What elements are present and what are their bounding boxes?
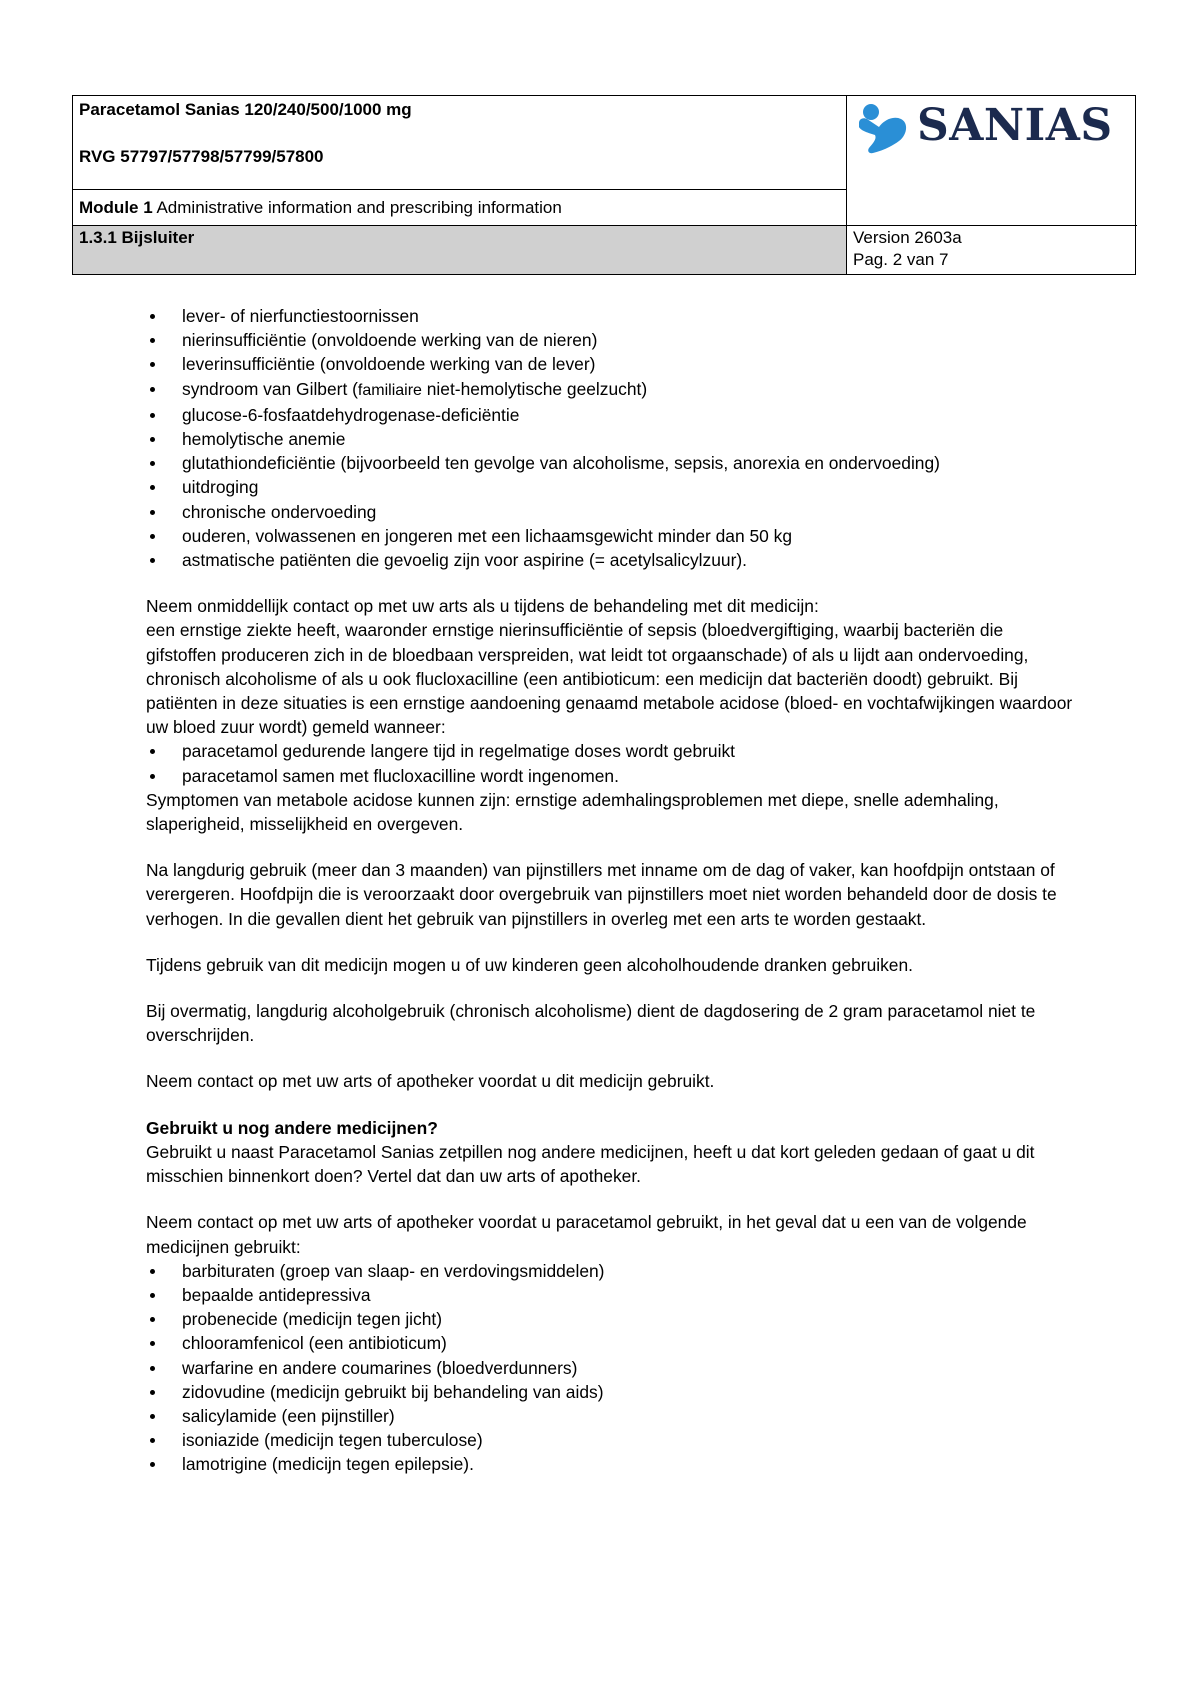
list-item: barbituraten (groep van slaap- en verdovingsmiddelen) bbox=[146, 1259, 1076, 1283]
paragraph-metabolic-acidosis: een ernstige ziekte heeft, waaronder ernstige nierinsufficiëntie of sepsis (bloedvergiftiging, waarbij bacteriën die gifstoffen produceren zich in de bloedbaan verspreiden, wat leidt tot orgaanschade) of als u lijdt aan ondervoeding, chronisch alcoholisme of als u ook flucloxacilline (een antibioticum: een medicijn dat bacteriën doodt) gebruikt. Bij patiënten in deze situaties is een ernstige aandoening genaamd metabole acidose (bloed- en vochtafwijkingen waardoor uw bloed zuur wordt) gemeld wanneer: bbox=[146, 620, 1073, 738]
sanias-logo-icon bbox=[855, 101, 911, 157]
module-text: Administrative information and prescribing information bbox=[156, 198, 562, 217]
list-item: lever- of nierfunctiestoornissen bbox=[146, 304, 1076, 328]
list-item: paracetamol gedurende langere tijd in regelmatige doses wordt gebruikt bbox=[146, 739, 1076, 763]
page-number: Pag. 2 van 7 bbox=[853, 250, 949, 269]
list-item: uitdroging bbox=[146, 475, 1076, 499]
gilbert-text-word: familiaire bbox=[357, 381, 422, 399]
list-item: astmatische patiënten die gevoelig zijn voor aspirine (= acetylsalicylzuur). bbox=[146, 548, 1076, 572]
list-item: zidovudine (medicijn gebruikt bij behandeling van aids) bbox=[146, 1380, 1076, 1404]
header-title-cell bbox=[73, 96, 847, 190]
version-label: Version 2603a bbox=[853, 228, 962, 247]
header-section-cell bbox=[73, 226, 847, 274]
list-item: chronische ondervoeding bbox=[146, 500, 1076, 524]
list-item: hemolytische anemie bbox=[146, 427, 1076, 451]
paragraph-alcohol-dosage: Bij overmatig, langdurig alcoholgebruik (chronisch alcoholisme) dient de dagdosering de 2 gram paracetamol niet te overschrijden. bbox=[146, 1001, 1036, 1046]
list-item: glutathiondeficiëntie (bijvoorbeeld ten gevolge van alcoholisme, sepsis, anorexia en ondervoeding) bbox=[146, 451, 1076, 475]
list-item: isoniazide (medicijn tegen tuberculose) bbox=[146, 1428, 1076, 1452]
paragraph-alcohol-children: Tijdens gebruik van dit medicijn mogen u of uw kinderen geen alcoholhoudende dranken gebruiken. bbox=[146, 954, 913, 975]
heading-other-medicines: Gebruikt u nog andere medicijnen? bbox=[146, 1117, 438, 1138]
rvg-number: RVG 57797/57798/57799/57800 bbox=[79, 147, 324, 166]
header-logo-cell bbox=[847, 96, 1137, 226]
document-header-table bbox=[72, 95, 1136, 275]
list-item: bepaalde antidepressiva bbox=[146, 1283, 1076, 1307]
acidosis-list bbox=[146, 739, 1076, 787]
list-item: ouderen, volwassenen en jongeren met een lichaamsgewicht minder dan 50 kg bbox=[146, 524, 1076, 548]
list-item: leverinsufficiëntie (onvoldoende werking van de lever) bbox=[146, 352, 1076, 376]
list-item: salicylamide (een pijnstiller) bbox=[146, 1404, 1076, 1428]
module-line bbox=[79, 198, 562, 218]
leaflet-content bbox=[146, 304, 1076, 1477]
list-item bbox=[146, 377, 1076, 403]
risk-list bbox=[146, 304, 1076, 572]
paragraph-symptoms: Symptomen van metabole acidose kunnen zijn: ernstige ademhalingsproblemen met diepe, snelle ademhaling, slaperigheid, misselijkheid en overgeven. bbox=[146, 789, 999, 835]
list-item: warfarine en andere coumarines (bloedverdunners) bbox=[146, 1356, 1076, 1380]
interaction-list bbox=[146, 1259, 1076, 1477]
header-version-cell bbox=[847, 226, 1137, 274]
header-module-cell bbox=[73, 190, 847, 226]
list-item: glucose-6-fosfaatdehydrogenase-deficiëntie bbox=[146, 403, 1076, 427]
gilbert-text-end: niet-hemolytische geelzucht) bbox=[421, 378, 648, 399]
list-item: probenecide (medicijn tegen jicht) bbox=[146, 1307, 1076, 1331]
module-label: Module 1 bbox=[79, 198, 153, 217]
gilbert-text-start: syndroom van Gilbert ( bbox=[182, 378, 358, 399]
paragraph-contact-pharmacist: Neem contact op met uw arts of apotheker voordat u paracetamol gebruikt, in het geval dat u een van de volgende medicijnen gebruikt: bbox=[146, 1212, 1027, 1257]
list-item: paracetamol samen met flucloxacilline wordt ingenomen. bbox=[146, 764, 1076, 788]
paragraph-other-medicines: Gebruikt u naast Paracetamol Sanias zetpillen nog andere medicijnen, heeft u dat kort geleden gedaan of gaat u dit misschien binnenkort doen? Vertel dat dan uw arts of apotheker. bbox=[146, 1141, 1035, 1187]
list-item: lamotrigine (medicijn tegen epilepsie). bbox=[146, 1452, 1076, 1476]
product-name: Paracetamol Sanias 120/240/500/1000 mg bbox=[79, 100, 412, 119]
paragraph-long-term-use: Na langdurig gebruik (meer dan 3 maanden) van pijnstillers met inname om de dag of vaker, kan hoofdpijn ontstaan of verergeren. Hoofdpijn die is veroorzaakt door overgebruik van pijnstillers moet niet worden behandeld door de dosis te verhogen. In die gevallen dient het gebruik van pijnstillers in overleg met een arts te worden gestaakt. bbox=[146, 860, 1057, 929]
section-title: 1.3.1 Bijsluiter bbox=[79, 228, 195, 247]
paragraph-contact-doctor: Neem onmiddellijk contact op met uw arts als u tijdens de behandeling met dit medicijn: bbox=[146, 596, 819, 617]
list-item: nierinsufficiëntie (onvoldoende werking van de nieren) bbox=[146, 328, 1076, 352]
sanias-logo-text: SANIAS bbox=[917, 100, 1113, 151]
paragraph-before-use: Neem contact op met uw arts of apotheker voordat u dit medicijn gebruikt. bbox=[146, 1071, 715, 1092]
list-item: chlooramfenicol (een antibioticum) bbox=[146, 1331, 1076, 1355]
